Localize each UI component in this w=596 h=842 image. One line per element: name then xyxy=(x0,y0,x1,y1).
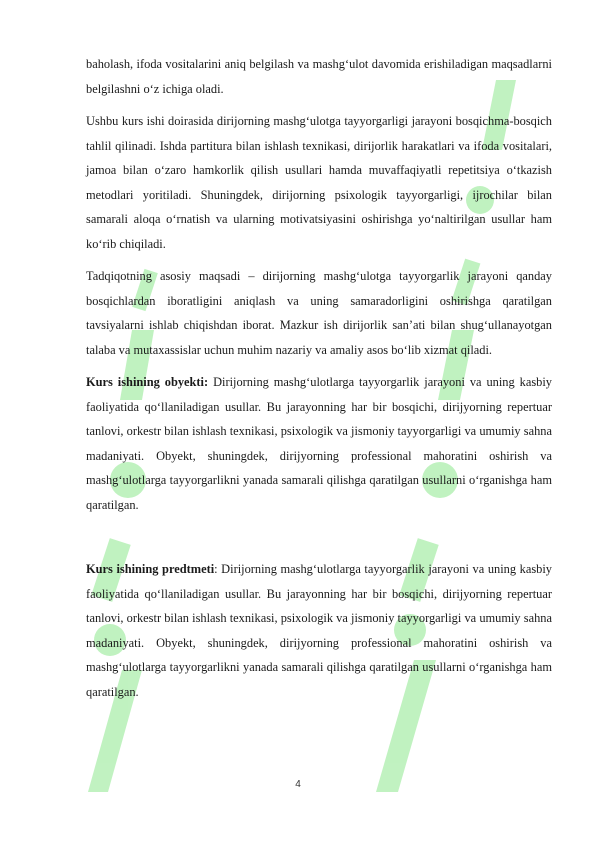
paragraph-1: baholash, ifoda vositalarini aniq belgilash va mashg‘ulot davomida erishiladigan maqsadlarni belgilashni o‘z ichiga oladi. xyxy=(86,57,552,96)
paragraph-3: Tadqiqotning asosiy maqsadi – dirijorning mashg‘ulotga tayyorgarlik jarayoni qanday bosqichlardan iboratligini aniqlash va uning samaradorligini oshirishga qaratilgan tavsiyalarni ishlab chiqishdan iborat. Mazkur ish dirijorlik san’ati bilan shug‘ullanayotgan talaba va mutaxassislar uchun muhim nazariy va amaliy asos bo‘lib xizmat qiladi. xyxy=(86,269,552,357)
body-text xyxy=(86,52,552,712)
paragraph-object xyxy=(86,370,552,517)
subject-label: Kurs ishining predtmeti xyxy=(86,562,215,576)
paragraph-subject xyxy=(86,557,552,704)
subject-text: : Dirijorning mashg‘ulotlarga tayyorgarlik jarayoni va uning kasbiy faoliyatida qo‘llaniladigan usullar. Bu jarayonning har bir bosqichi, dirijyorning repertuar tanlovi, orkestr bilan ishlash texnikasi, psixologik va jismoniy tayyorgarligi va umumiy sahna madaniyati. Obyekt, shuningdek, dirijyorning professional mahoratini oshirish va mashg‘ulotlarga tayyorgarlikni yanada samarali qilishga qaratilgan usullarni o‘rganishga ham qaratilgan. xyxy=(86,562,552,699)
page-number: 4 xyxy=(295,779,301,790)
paragraph-2: Ushbu kurs ishi doirasida dirijorning mashg‘ulotga tayyorgarligi jarayoni bosqichma-bosqich tahlil qilinadi. Ishda partitura bilan ishlash texnikasi, dirijorlik harakatlari va ifoda vositalari, jamoa bilan o‘zaro hamkorlik qilish usullari hamda muvaffaqiyatli repetitsiya o‘tkazish metodlari yoritiladi. Shuningdek, dirijorning psixologik tayyorgarligi, ijrochilar bilan samarali aloqa o‘rnatish va ularning motivatsiyasini oshirishga yo‘naltirilgan usullar ham ko‘rib chiqiladi. xyxy=(86,114,552,251)
object-label: Kurs ishining obyekti: xyxy=(86,375,209,389)
object-text: Dirijorning mashg‘ulotlarga tayyorgarlik jarayoni va uning kasbiy faoliyatida qo‘llaniladigan usullar. Bu jarayonning har bir bosqichi, dirijyorning repertuar tanlovi, orkestr bilan ishlash texnikasi, psixologik va jismoniy tayyorgarligi va umumiy sahna madaniyati. Obyekt, shuningdek, dirijyorning professional mahoratini oshirish va mashg‘ulotlarga tayyorgarlikni yanada samarali qilishga qaratilgan usullarni o‘rganishga ham qaratilgan. xyxy=(86,375,552,512)
